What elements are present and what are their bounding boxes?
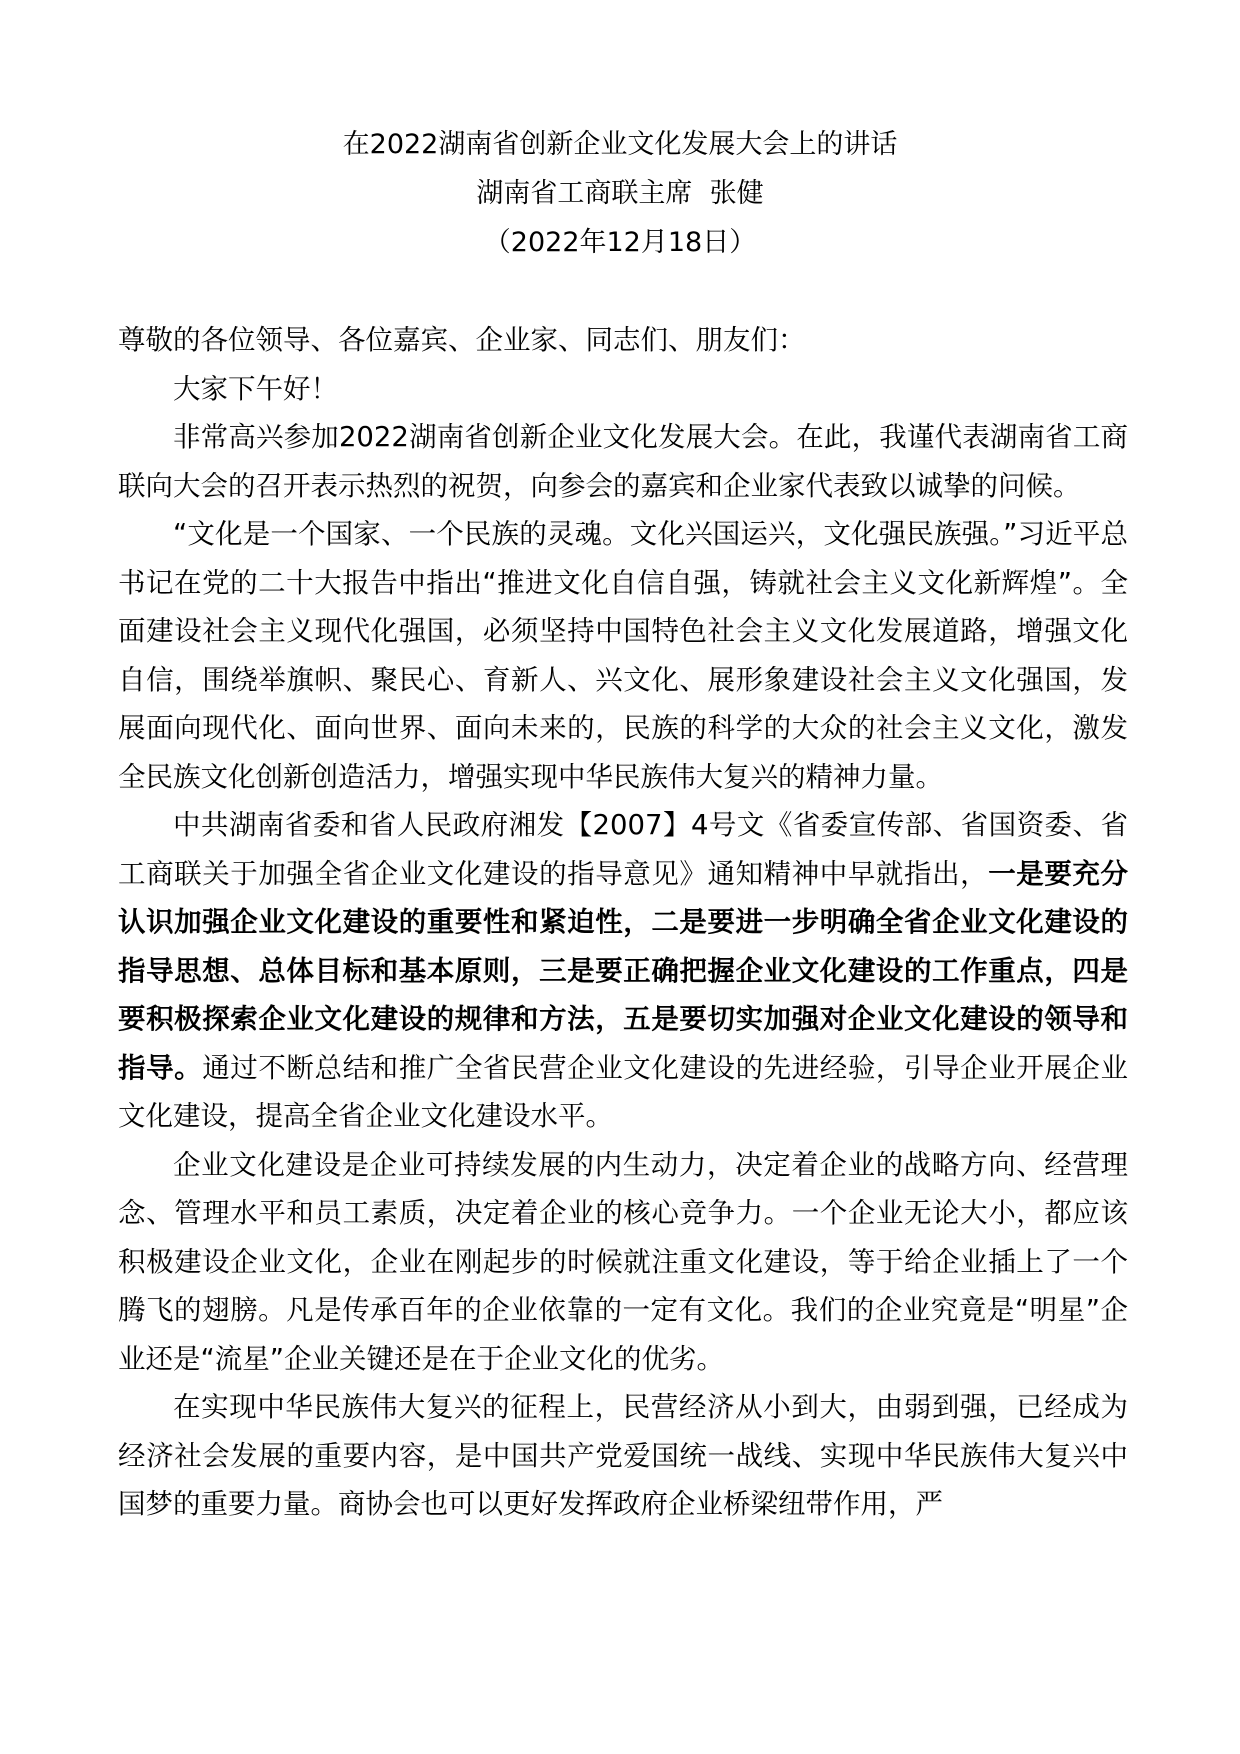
paragraph-opening: 非常高兴参加2022湖南省创新企业文化发展大会。在此，我谨代表湖南省工商联向大会的召开表示热烈的祝贺，向参会的嘉宾和企业家代表致以诚挚的问候。 — [118, 421, 1128, 502]
guidance-rest: 通过不断总结和推广全省民营企业文化建设的先进经验，引导企业开展企业文化建设，提高全省企业文化建设水平。 — [118, 1051, 1129, 1132]
greeting: 大家下午好！ — [173, 372, 338, 405]
paragraph-private-economy: 在实现中华民族伟大复兴的征程上，民营经济从小到大，由弱到强，已经成为经济社会发展的重要内容，是中国共产党爱国统一战线、实现中华民族伟大复兴中国梦的重要力量。商协会也可以更好发挥政府企业桥梁纽带作用，严 — [118, 1391, 1128, 1520]
speaker-line: 湖南省工商联主席 张健 — [476, 178, 764, 209]
speech-header — [0, 120, 1240, 267]
guidance-key-points: 一是要充分认识加强企业文化建设的重要性和紧迫性，二是要进一步明确全省企业文化建设的指导思想、总体目标和基本原则，三是要正确把握企业文化建设的工作重点，四是要积极探索企业文化建设的规律和方法，五是要切实加强对企业文化建设的领导和指导。 — [118, 857, 1129, 1084]
paragraph-enterprise-culture: 企业文化建设是企业可持续发展的内生动力，决定着企业的战略方向、经营理念、管理水平和员工素质，决定着企业的核心竞争力。一个企业无论大小，都应该积极建设企业文化，企业在刚起步的时候就注重文化建设，等于给企业插上了一个腾飞的翅膀。凡是传承百年的企业依靠的一定有文化。我们的企业究竟是“明星”企业还是“流星”企业关键还是在于企业文化的优劣。 — [118, 1148, 1128, 1375]
paragraph-guidance — [118, 801, 1128, 1141]
speech-date: （2022年12月18日） — [483, 227, 757, 258]
guidance-intro: 中共湖南省委和省人民政府湘发【2007】4号文《省委宣传部、省国资委、省工商联关于加强全省企业文化建设的指导意见》通知精神中早就指出， — [118, 809, 1128, 890]
speech-title: 在2022湖南省创新企业文化发展大会上的讲话 — [342, 129, 898, 160]
speech-body — [118, 316, 1128, 1529]
salutation: 尊敬的各位领导、各位嘉宾、企业家、同志们、朋友们： — [118, 324, 806, 356]
paragraph-culture: “文化是一个国家、一个民族的灵魂。文化兴国运兴，文化强民族强。”习近平总书记在党的二十大报告中指出“推进文化自信自强，铸就社会主义文化新辉煌”。全面建设社会主义现代化强国，必须坚持中国特色社会主义文化发展道路，增强文化自信，围绕举旗帜、聚民心、育新人、兴文化、展形象建设社会主义文化强国，发展面向现代化、面向世界、面向未来的，民族的科学的大众的社会主义文化，激发全民族文化创新创造活力，增强实现中华民族伟大复兴的精神力量。 — [118, 518, 1128, 793]
